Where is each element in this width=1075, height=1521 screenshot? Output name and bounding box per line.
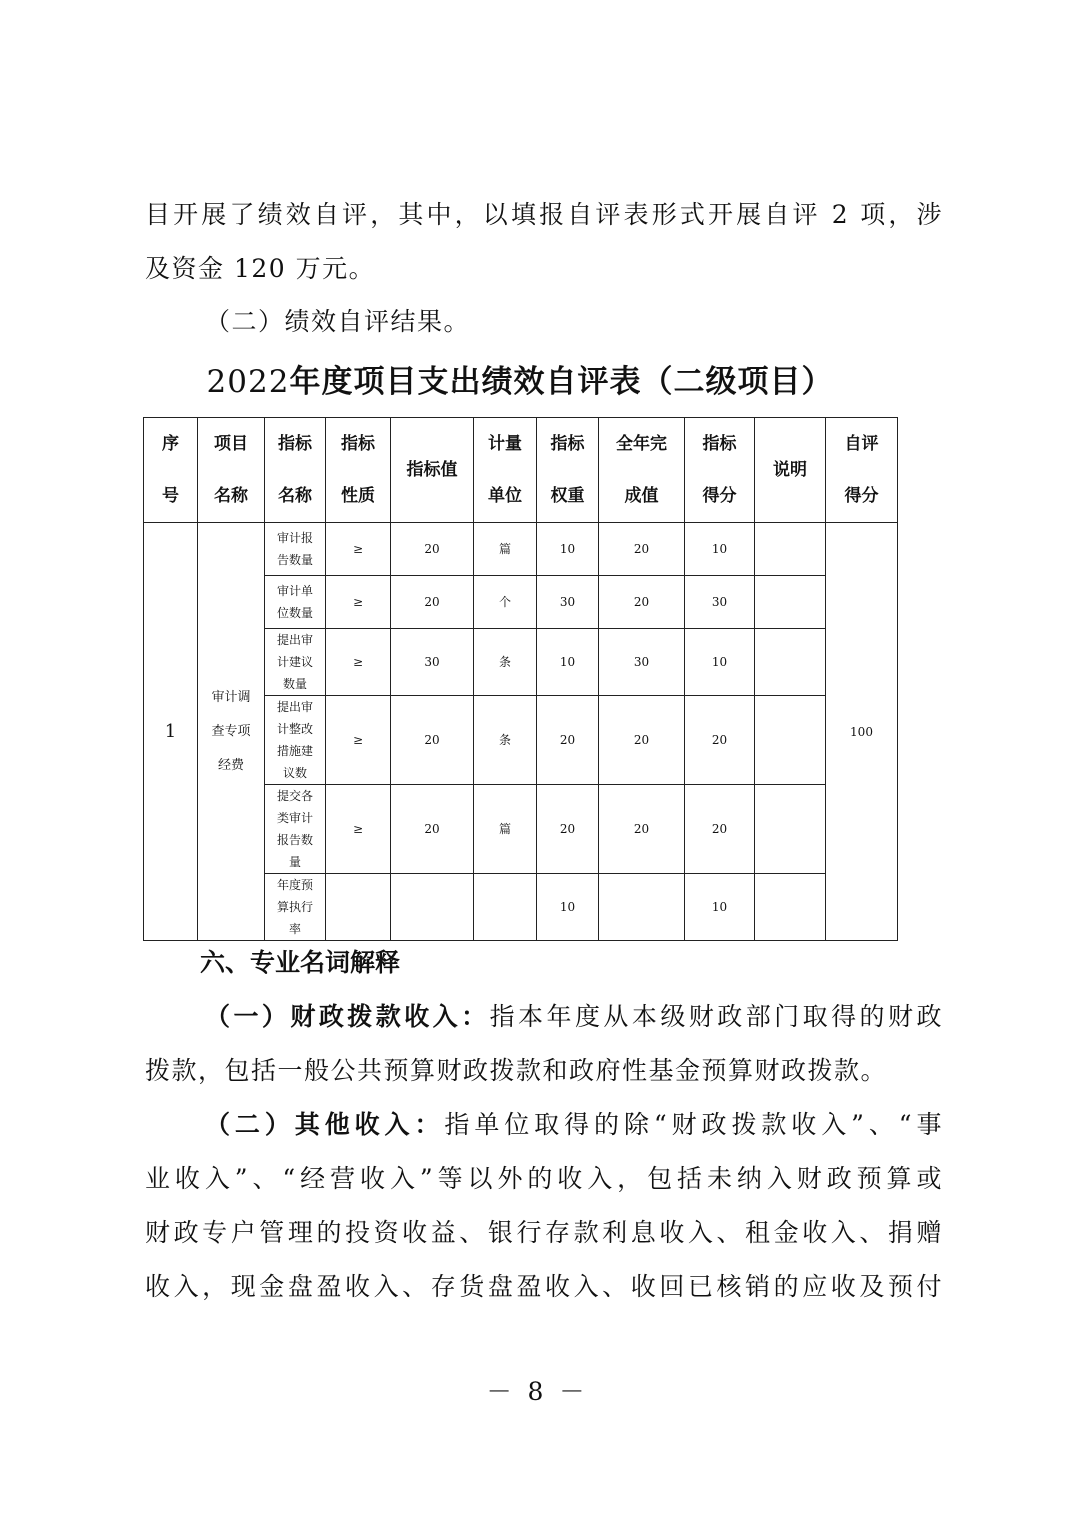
column-header-text: 计量	[488, 434, 522, 454]
table-title-year: 2022	[206, 364, 290, 400]
column-header-text: 名称	[278, 486, 312, 506]
indicator-value-cell	[391, 874, 474, 941]
column-header-text: 指标	[550, 434, 585, 454]
definition-label: （一）财政拨款收入：	[205, 1002, 490, 1031]
intro-paragraph	[145, 188, 943, 296]
paragraph-line: 目开展了绩效自评，其中，以填报自评表形式开展自评 2 项，涉	[145, 200, 943, 229]
indicator-score-cell: 20	[685, 785, 755, 874]
column-header-text: 项目	[214, 434, 248, 454]
actual-value-cell: 20	[599, 523, 685, 576]
indicator-name-cell	[265, 785, 326, 874]
column-header	[265, 418, 326, 523]
definition-paragraph	[145, 990, 943, 1098]
project-name-cell	[198, 523, 265, 941]
indicator-nature-cell: ≥	[326, 523, 391, 576]
indicator-name-text: 报告数	[276, 833, 313, 847]
indicator-name-text: 计建议	[276, 655, 313, 669]
paragraph-line: 财政专户管理的投资收益、银行存款利息收入、租金收入、捐赠	[145, 1218, 943, 1247]
note-cell	[755, 785, 826, 874]
results-subheading	[145, 295, 943, 349]
table-title-text: 年度项目支出绩效自评表（二级项目）	[289, 364, 834, 400]
weight-cell: 20	[537, 696, 599, 785]
weight-cell: 10	[537, 523, 599, 576]
definition-text: 指本年度从本级财政部门取得的财政	[489, 1002, 943, 1031]
indicator-name-text: 告数量	[276, 553, 313, 567]
column-header	[326, 418, 391, 523]
weight-cell: 30	[537, 576, 599, 629]
indicator-nature-cell	[326, 874, 391, 941]
table-title	[143, 356, 897, 401]
note-cell	[755, 874, 826, 941]
indicator-name-text: 年度预	[276, 878, 313, 892]
project-name-text: 审计调	[211, 689, 251, 705]
indicator-name-cell	[265, 629, 326, 696]
actual-value-cell: 30	[599, 629, 685, 696]
column-header-text: 单位	[488, 486, 522, 506]
indicator-name-text: 率	[288, 922, 301, 936]
column-header-text: 号	[162, 486, 179, 506]
column-header-text: 指标值	[406, 460, 458, 480]
column-header-text: 性质	[341, 486, 375, 506]
column-header	[144, 418, 198, 523]
column-header-text: 得分	[702, 486, 737, 506]
indicator-name-text: 计整改	[276, 722, 313, 736]
column-header-text: 指标	[702, 434, 737, 454]
note-cell	[755, 696, 826, 785]
indicator-value-cell: 20	[391, 785, 474, 874]
column-header	[826, 418, 898, 523]
indicator-nature-cell: ≥	[326, 696, 391, 785]
definition-paragraph	[145, 1098, 943, 1314]
indicator-value-cell: 20	[391, 696, 474, 785]
indicator-nature-cell: ≥	[326, 785, 391, 874]
project-name-text: 查专项	[211, 723, 251, 739]
paragraph-line	[145, 990, 943, 1044]
paragraph-line: 业收入”、“经营收入”等以外的收入，包括未纳入财政预算或	[145, 1164, 943, 1193]
weight-cell: 10	[537, 874, 599, 941]
page-number: － 8 －	[486, 1377, 589, 1406]
column-header-text: 自评	[844, 434, 879, 454]
column-header-text: 名称	[214, 486, 248, 506]
indicator-name-text: 类审计	[276, 811, 313, 825]
column-header	[391, 418, 474, 523]
indicator-nature-cell: ≥	[326, 576, 391, 629]
indicator-score-cell: 10	[685, 629, 755, 696]
indicator-value-cell: 30	[391, 629, 474, 696]
paragraph-line: 及资金 120 万元。	[145, 254, 376, 283]
actual-value-cell	[599, 874, 685, 941]
table-body	[144, 523, 898, 941]
indicator-score-cell: 10	[685, 874, 755, 941]
total-score-cell: 100	[826, 523, 898, 941]
subheading-text: （二）绩效自评结果。	[205, 307, 471, 336]
table-header-row	[144, 418, 898, 523]
note-cell	[755, 629, 826, 696]
paragraph-line: 收入，现金盘盈收入、存货盘盈收入、收回已核销的应收及预付	[145, 1272, 943, 1301]
column-header-text: 序	[162, 434, 179, 454]
indicator-name-text: 提出审	[276, 700, 313, 714]
column-header	[474, 418, 537, 523]
indicator-name-cell	[265, 523, 326, 576]
definition-label: （二）其他收入：	[205, 1110, 445, 1139]
indicator-name-text: 审计单	[276, 584, 313, 598]
unit-cell: 篇	[474, 523, 537, 576]
indicator-name-text: 提出审	[276, 633, 313, 647]
indicator-value-cell: 20	[391, 576, 474, 629]
indicator-name-cell	[265, 696, 326, 785]
column-header-text: 得分	[844, 486, 879, 506]
indicator-name-text: 提交各	[276, 789, 313, 803]
indicator-value-cell: 20	[391, 523, 474, 576]
actual-value-cell: 20	[599, 696, 685, 785]
indicator-score-cell: 20	[685, 696, 755, 785]
unit-cell: 个	[474, 576, 537, 629]
column-header	[537, 418, 599, 523]
weight-cell: 10	[537, 629, 599, 696]
unit-cell	[474, 874, 537, 941]
sequence-cell: 1	[144, 523, 198, 941]
project-name-text: 经费	[217, 757, 244, 773]
paragraph-line: 拨款，包括一般公共预算财政拨款和政府性基金预算财政拨款。	[145, 1056, 888, 1085]
indicator-name-text: 数量	[282, 677, 307, 691]
indicator-name-text: 议数	[282, 766, 307, 780]
note-cell	[755, 523, 826, 576]
indicator-nature-cell: ≥	[326, 629, 391, 696]
performance-table	[143, 417, 898, 941]
column-header	[198, 418, 265, 523]
indicator-score-cell: 30	[685, 576, 755, 629]
actual-value-cell: 20	[599, 785, 685, 874]
column-header-text: 指标	[278, 434, 312, 454]
unit-cell: 条	[474, 696, 537, 785]
actual-value-cell: 20	[599, 576, 685, 629]
section-heading: 六、专业名词解释	[200, 948, 401, 977]
column-header	[685, 418, 755, 523]
note-cell	[755, 576, 826, 629]
unit-cell: 条	[474, 629, 537, 696]
indicator-name-text: 量	[288, 855, 301, 869]
indicator-name-cell	[265, 874, 326, 941]
column-header	[755, 418, 826, 523]
indicator-name-cell	[265, 576, 326, 629]
unit-cell: 篇	[474, 785, 537, 874]
column-header-text: 权重	[550, 486, 585, 506]
indicator-name-text: 算执行	[276, 900, 313, 914]
indicator-name-text: 审计报	[276, 531, 313, 545]
column-header-text: 指标	[341, 434, 375, 454]
column-header-text: 全年完	[616, 434, 667, 454]
weight-cell: 20	[537, 785, 599, 874]
definition-text: 指单位取得的除“财政拨款收入”、“事	[444, 1110, 943, 1139]
column-header	[599, 418, 685, 523]
table-row	[144, 523, 898, 576]
column-header-text: 成值	[624, 486, 659, 506]
paragraph-line	[145, 1098, 943, 1152]
indicator-score-cell: 10	[685, 523, 755, 576]
column-header-text: 说明	[773, 460, 807, 480]
indicator-name-text: 措施建	[276, 744, 313, 758]
indicator-name-text: 位数量	[276, 606, 313, 620]
